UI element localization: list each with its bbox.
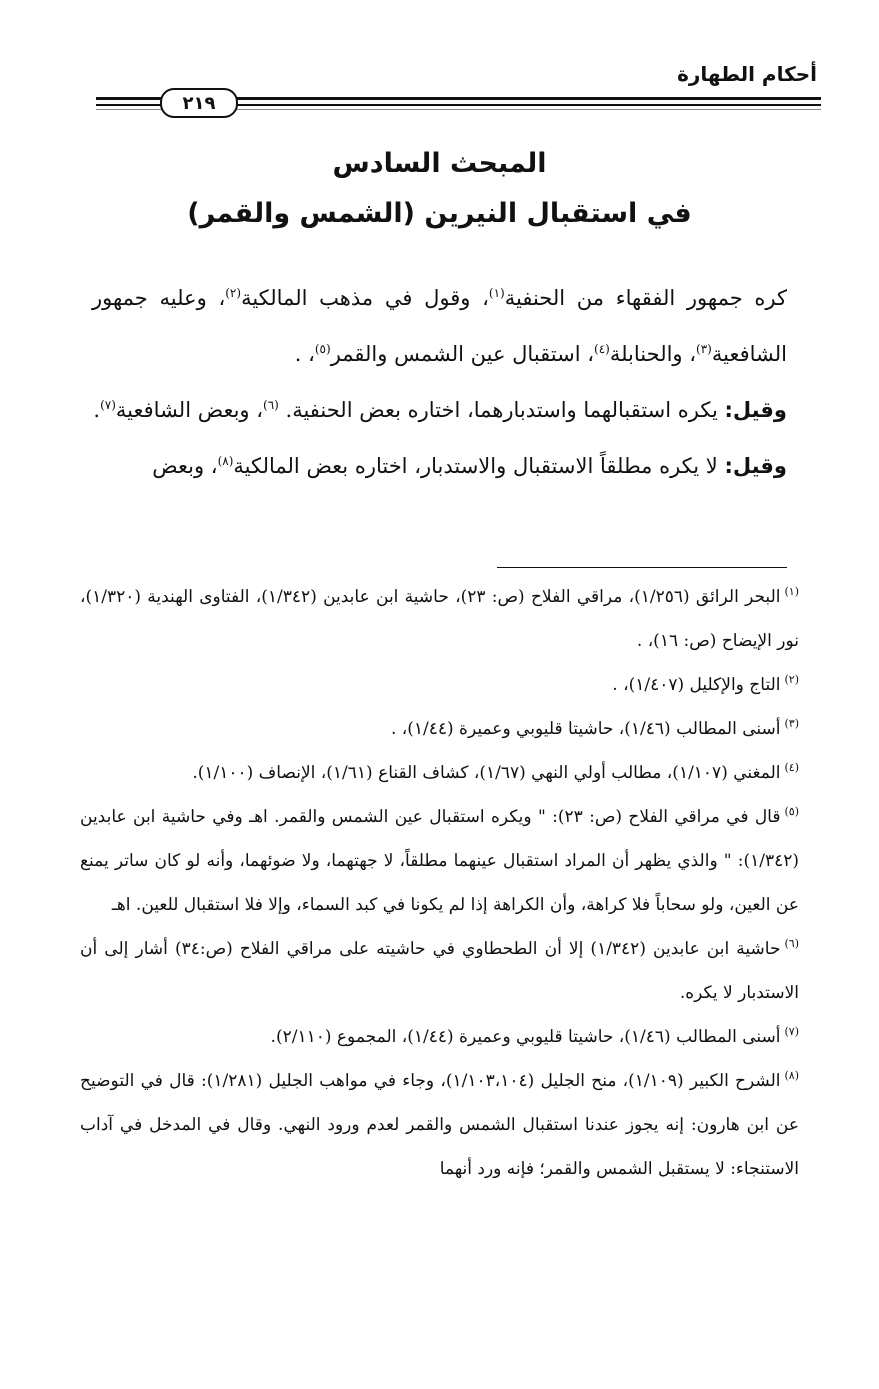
footnote (80, 751, 799, 795)
footnotes (80, 575, 799, 1191)
footnote (80, 927, 799, 1015)
footnote-text: البحر الرائق (١/٢٥٦)، مراقي الفلاح (ص: ٢٣)، حاشية ابن عابدين (١/٣٤٢)، الفتاوى الهندية (١/٣٢٠)، نور الإيضاح (ص: ١٦)، . (80, 587, 799, 651)
footnote-ref: (٨) (217, 454, 234, 468)
footnote (80, 795, 799, 927)
footnote-number: (٢) (784, 673, 799, 687)
footnote-text: أسنى المطالب (١/٤٦)، حاشيتا قليوبي وعميرة (١/٤٤)، . (390, 719, 781, 739)
footnote-number: (٣) (784, 717, 799, 731)
footnote-text: قال في مراقي الفلاح (ص: ٢٣): " ويكره استقبال عين الشمس والقمر. اهـ وفي حاشية ابن عابدين (١/٣٤٢): " والذي يظهر أن المراد استقبال عينهما مطلقاً، لا جهتهما، ولا ضوئهما، وأنه لو كان ساتر يمنع عن العين، ولو سحاباً فلا كراهة، وأن الكراهة إذا لم يكونا في كبد السماء، وإلا فلا استقبال للعين. اهـ (80, 807, 799, 915)
paragraph (92, 270, 787, 382)
text-run: كره جمهور الفقهاء من الحنفية (504, 286, 787, 310)
main-text (92, 270, 787, 494)
footnote-text: الشرح الكبير (١/١٠٩)، منح الجليل (١/١٠٣،١٠٤)، وجاء في مواهب الجليل (١/٢٨١): قال في التوضيح عن ابن هارون: إنه يجوز عندنا استقبال الشمس والقمر لعدم ورود النهي. وقال في المدخل في آداب الاستنجاء: لا يستقبل الشمس والقمر؛ فإنه ورد أنهما (80, 1071, 799, 1179)
footnote (80, 707, 799, 751)
footnote-number: (٤) (784, 761, 799, 775)
footnote-text: حاشية ابن عابدين (١/٣٤٢) إلا أن الطحطاوي في حاشيته على مراقي الفلاح (ص:٣٤) أشار إلى أن الاستدبار لا يكره. (80, 939, 799, 1003)
footnote-ref: (٧) (100, 398, 116, 412)
footnote (80, 575, 799, 663)
footnote-text: المغني (١/١٠٧)، مطالب أولي النهي (١/٦٧)، كشاف القناع (١/٦١)، الإنصاف (١/١٠٠). (192, 763, 781, 783)
paragraph (92, 438, 787, 494)
text-run: ، والحنابلة (609, 342, 697, 366)
section-subheading: في استقبال النيرين (الشمس والقمر) (187, 198, 692, 229)
lead-word: وقيل: (724, 398, 787, 422)
paragraph (92, 382, 787, 438)
text-run: يكره استقبالهما واستدبارهما، اختاره بعض الحنفية. (278, 398, 725, 422)
text-run: ، وبعض الشافعية (115, 398, 264, 422)
section-heading: المبحث السادس (332, 148, 547, 179)
page-number: ٢١٩ (160, 88, 238, 118)
footnote-number: (٥) (784, 805, 799, 819)
footnote-ref: (٤) (594, 342, 610, 356)
text-run: ، وبعض (152, 454, 218, 478)
text-run: . (93, 398, 101, 422)
footnote (80, 1059, 799, 1191)
footnote-ref: (٢) (225, 286, 242, 300)
footnote-text: أسنى المطالب (١/٤٦)، حاشيتا قليوبي وعميرة (١/٤٤)، المجموع (٢/١١٠). (270, 1027, 781, 1047)
text-run: ، . (294, 342, 315, 366)
footnote-ref: (٣) (696, 342, 712, 356)
footnote (80, 663, 799, 707)
text-run: ، وقول في مذهب المالكية (241, 286, 489, 310)
footnote-number: (١) (784, 585, 799, 599)
text-run: ، استقبال عين الشمس والقمر (330, 342, 595, 366)
lead-word: وقيل: (724, 454, 787, 478)
footnote-ref: (٥) (314, 342, 331, 356)
footnote-text: التاج والإكليل (١/٤٠٧)، . (612, 675, 781, 695)
footnote (80, 1015, 799, 1059)
footnote-separator (497, 567, 787, 568)
footnote-number: (٨) (784, 1069, 799, 1083)
footnote-number: (٧) (784, 1025, 799, 1039)
text-run: ، وعليه جمهور الشافعية (92, 286, 787, 366)
running-title: أحكام الطهارة (677, 62, 817, 86)
text-run: لا يكره مطلقاً الاستقبال والاستدبار، اختاره بعض المالكية (233, 454, 725, 478)
footnote-ref: (١) (488, 286, 505, 300)
footnote-number: (٦) (784, 937, 800, 951)
footnote-ref: (٦) (263, 398, 279, 412)
